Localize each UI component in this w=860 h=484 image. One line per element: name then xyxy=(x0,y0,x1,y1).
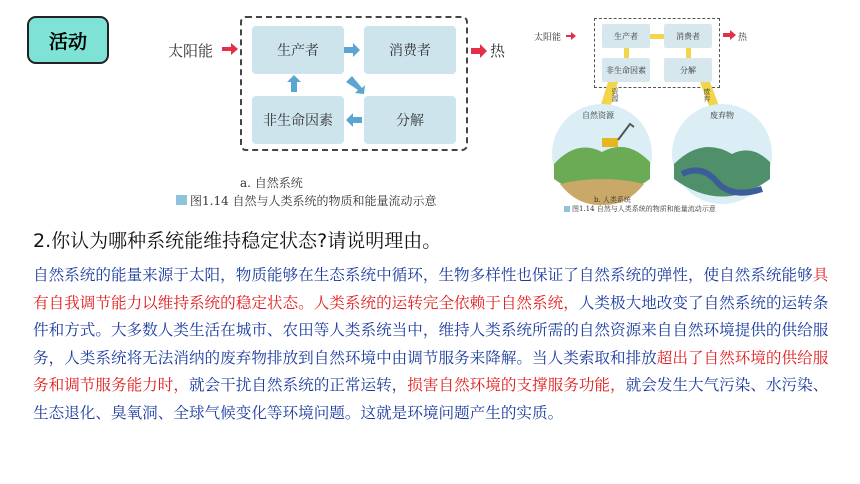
sun-energy-label: 太阳能 xyxy=(168,42,214,60)
heat-label: 热 xyxy=(490,42,506,60)
waste-label: 废弃物 xyxy=(710,111,734,120)
excavator-icon xyxy=(602,138,618,147)
human-sun-label: 太阳能 xyxy=(534,33,562,43)
answer-text-2: 人类极大地改变了自然系统的运转条件和方式。大多数人类生活在城市、农田等人类系统当中，维持人类系统所需的自然资源来自自然环境提供的供给服务，人类系统将无法消纳的废弃物排放到自然环境中由调节服务来降解。当人类索取和排放 xyxy=(33,293,829,367)
activity-badge xyxy=(27,16,109,64)
human-consumer-label: 消费者 xyxy=(676,31,700,41)
answer-paragraph xyxy=(33,262,833,427)
answer-text-1: 自然系统的能量来源于太阳，物质能够在生态系统中循环，生物多样性也保证了自然系统的弹性，使自然系统能够 xyxy=(33,266,813,284)
decomposer-label: 分解 xyxy=(396,113,424,129)
human-flow-graphics xyxy=(532,14,772,214)
heat-arrow-icon xyxy=(471,44,487,58)
resource-flow-label: 资源 xyxy=(611,88,619,102)
natural-system-subcaption: a. 自然系统 xyxy=(240,176,303,190)
producer-to-consumer-arrow-icon xyxy=(344,43,360,57)
human-heat-label: 热 xyxy=(738,33,748,43)
consumer-label: 消费者 xyxy=(389,43,431,59)
decomposer-to-abiotic-arrow-icon xyxy=(346,113,362,127)
answer-text-4: 就会发生大气污染、水污染、生态退化、臭氧洞、全球气候变化等环境问题。这就是环境问题产生的实质。 xyxy=(33,376,829,422)
answer-highlight-4: 损害自然环境的支撑服务功能， xyxy=(407,376,626,394)
producer-label: 生产者 xyxy=(277,43,319,59)
activity-badge-label: 活动 xyxy=(48,30,87,53)
human-system-diagram xyxy=(532,14,772,214)
question-heading: 2.你认为哪种系统能维持稳定状态?请说明理由。 xyxy=(33,230,442,252)
producer-to-decomposer-arrow-icon xyxy=(346,76,365,94)
figure-caption-a: 图1.14 自然与人类系统的物质和能量流动示意 xyxy=(190,194,437,208)
figure-caption-b: 图1.14 自然与人类系统的物质和能量流动示意 xyxy=(572,205,716,213)
natural-system-diagram xyxy=(168,12,518,212)
natural-resources-label: 自然资源 xyxy=(582,111,614,120)
waste-flow-label: 废弃 xyxy=(703,88,711,102)
answer-text-3: 就会干扰自然系统的正常运转， xyxy=(188,376,408,394)
answer-highlight-3: 超出了自然环境的供给服务和调节服务能力时， xyxy=(33,348,829,394)
human-abiotic-label: 非生命因素 xyxy=(606,65,646,75)
human-decomposer-label: 分解 xyxy=(680,65,696,75)
answer-highlight-1: 具有自我调节能力以维持系统的稳定状态。 xyxy=(33,266,829,312)
human-system-subcaption: b. 人类系统 xyxy=(594,196,631,204)
answer-highlight-2: 人类系统的运转完全依赖于自然系统， xyxy=(313,293,579,312)
human-producer-label: 生产者 xyxy=(614,31,638,41)
caption-marker-icon xyxy=(176,195,187,205)
abiotic-label: 非生命因素 xyxy=(263,113,333,129)
abiotic-to-producer-arrow-icon xyxy=(287,75,301,92)
human-heat-arrow-icon xyxy=(723,30,736,40)
flow-arrows xyxy=(168,12,518,162)
caption-b-marker-icon xyxy=(564,206,570,212)
